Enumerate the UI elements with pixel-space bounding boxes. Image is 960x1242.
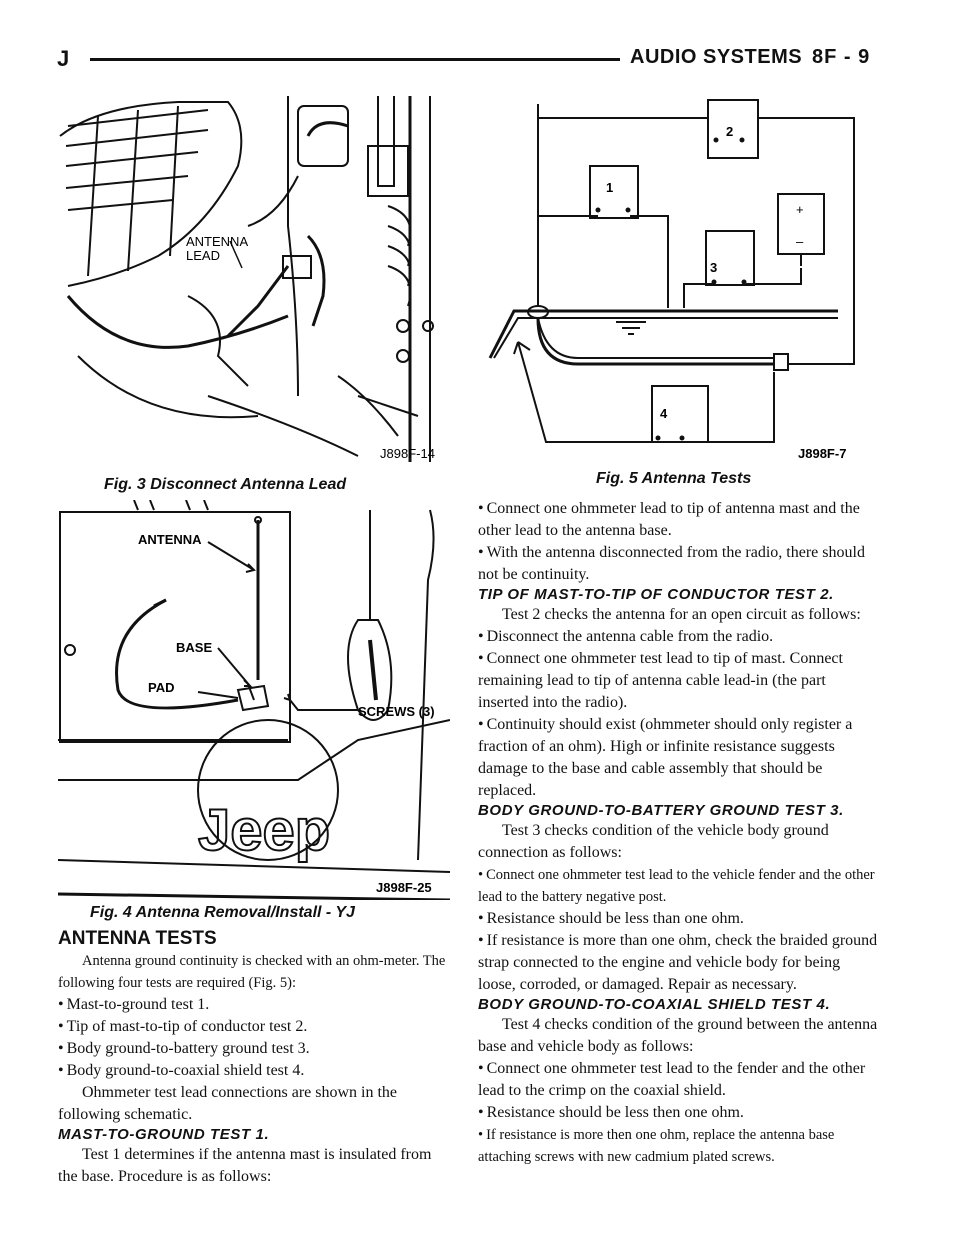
intro-paragraph: Antenna ground continuity is checked with an ohm-meter. The following four tests are required (Fig. 5):	[58, 953, 446, 991]
right-column	[478, 498, 878, 1168]
list-item: • Resistance should be less then one ohm.	[478, 1102, 878, 1124]
subheading-test4: BODY GROUND-TO-COAXIAL SHIELD TEST 4.	[478, 996, 831, 1013]
list-item: • Connect one ohmmeter test lead to the vehicle fender and the other lead to the battery negative post.	[478, 864, 878, 908]
fig3-label-lead: LEAD	[186, 248, 220, 263]
page-number: 8F - 9	[812, 46, 871, 68]
fig5-box3-label: 3	[710, 260, 718, 275]
fig4-illustration	[58, 500, 450, 900]
fig5-code: J898F-7	[798, 446, 847, 461]
fig3-code: J898F-14	[380, 446, 435, 461]
fig4-label-base: BASE	[176, 640, 213, 655]
schematic-note: Ohmmeter test lead connections are shown in the following schematic.	[58, 1084, 398, 1123]
list-item: • Body ground-to-coaxial shield test 4.	[58, 1060, 448, 1082]
list-item: • Tip of mast-to-tip of conductor test 2.	[58, 1016, 448, 1038]
jeep-logo: Jeep	[198, 798, 331, 863]
fig5-caption: Fig. 5 Antenna Tests	[596, 470, 752, 487]
page-header	[0, 0, 960, 90]
fig4-caption: Fig. 4 Antenna Removal/Install - YJ	[90, 904, 355, 921]
fig5-box2-label: 2	[726, 124, 734, 139]
list-item: • If resistance is more then one ohm, replace the antenna base attaching screws with new cadmium plated screws.	[478, 1124, 878, 1168]
test4-intro: Test 4 checks condition of the ground between the antenna base and vehicle body as follows:	[478, 1016, 878, 1055]
subheading-test1: MAST-TO-GROUND TEST 1.	[58, 1126, 270, 1143]
fig4-label-pad: PAD	[148, 680, 175, 695]
list-item: • Body ground-to-battery ground test 3.	[58, 1038, 448, 1060]
fig5-schematic	[478, 96, 878, 468]
list-item: • With the antenna disconnected from the radio, there should not be continuity.	[478, 542, 878, 586]
fig4-label-screws: SCREWS (3)	[358, 704, 435, 719]
fig3-caption: Fig. 3 Disconnect Antenna Lead	[104, 476, 347, 493]
section-title: AUDIO SYSTEMS	[630, 46, 803, 68]
section-letter: J	[57, 46, 70, 71]
fig5-plus: +	[796, 202, 804, 217]
fig3-illustration	[58, 96, 448, 462]
fig4-label-antenna: ANTENNA	[138, 532, 202, 547]
list-item: • Connect one ohmmeter test lead to tip of mast. Connect remaining lead to tip of antenna cable lead-in (the part inserted into the radio).	[478, 648, 878, 714]
fig5-box1-label: 1	[606, 180, 614, 195]
list-item: • Resistance should be less than one ohm.	[478, 908, 878, 930]
list-item: • If resistance is more than one ohm, check the braided ground strap connected to the engine and vehicle body for being loose, corroded, or damaged. Repair as necessary.	[478, 930, 878, 996]
fig5-box4-label: 4	[660, 406, 668, 421]
fig3-label-antenna: ANTENNA	[186, 234, 249, 249]
subheading-test3: BODY GROUND-TO-BATTERY GROUND TEST 3.	[478, 802, 844, 819]
test3-intro: Test 3 checks condition of the vehicle body ground connection as follows:	[478, 822, 829, 861]
test1-intro: Test 1 determines if the antenna mast is insulated from the base. Procedure is as follows:	[58, 1146, 432, 1185]
section-heading: ANTENNA TESTS	[58, 928, 217, 949]
list-item: • Disconnect the antenna cable from the radio.	[478, 626, 878, 648]
list-item: • Connect one ohmmeter test lead to the fender and the other lead to the crimp on the coaxial shield.	[478, 1058, 878, 1102]
list-item: • Mast-to-ground test 1.	[58, 994, 448, 1016]
list-item: • Connect one ohmmeter lead to tip of antenna mast and the other lead to the antenna base.	[478, 498, 878, 542]
list-item: • Continuity should exist (ohmmeter should only register a fraction of an ohm). High or infinite resistance suggests damage to the base and cable assembly that should be replaced.	[478, 714, 878, 802]
header-rule	[90, 58, 620, 61]
fig4-code: J898F-25	[376, 880, 432, 895]
subheading-test2: TIP OF MAST-TO-TIP OF CONDUCTOR TEST 2.	[478, 586, 834, 603]
test2-intro: Test 2 checks the antenna for an open circuit as follows:	[502, 606, 861, 623]
fig5-minus: –	[796, 234, 804, 249]
left-column	[58, 928, 448, 1188]
